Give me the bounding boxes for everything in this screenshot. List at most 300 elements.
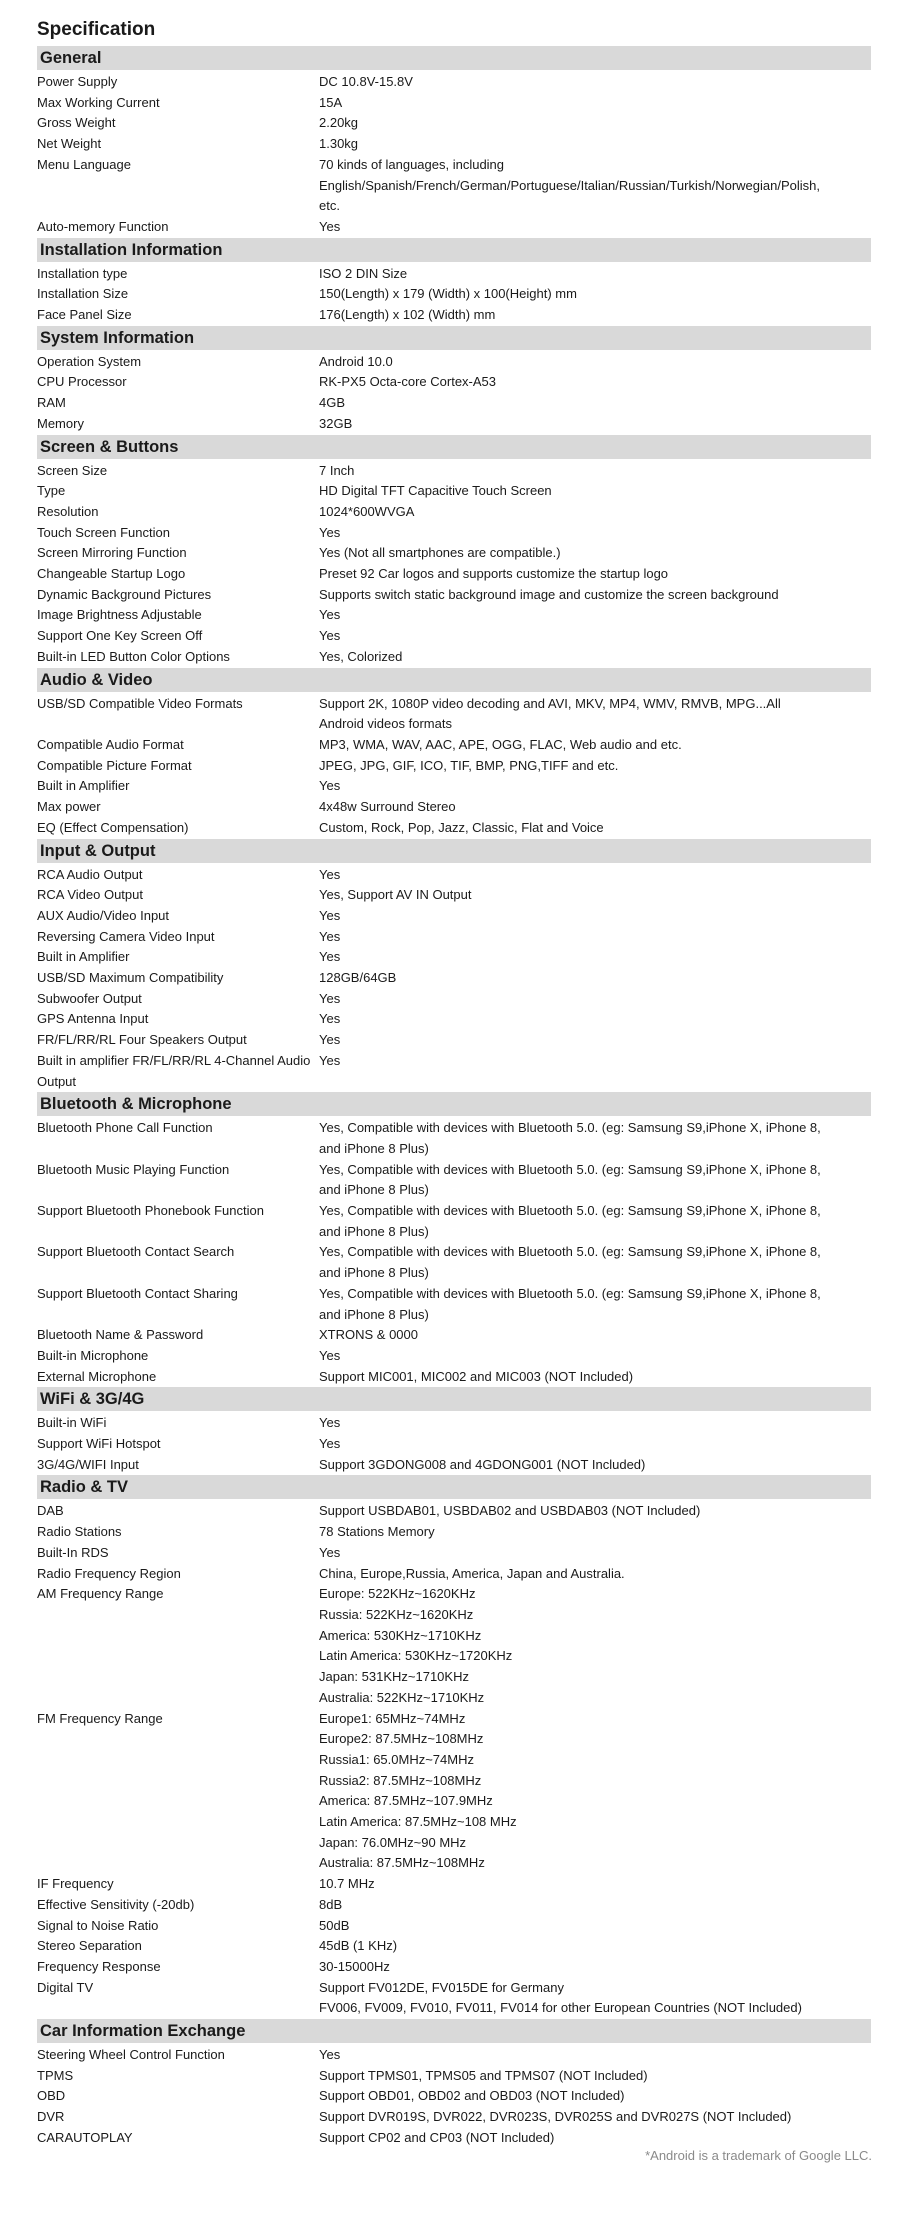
spec-label: Built in Amplifier xyxy=(37,778,130,794)
spec-section xyxy=(37,435,871,668)
spec-label: Type xyxy=(37,483,66,499)
spec-label: Built-in WiFi xyxy=(37,1415,107,1431)
spec-label: Built in Amplifier xyxy=(37,949,130,965)
spec-value xyxy=(319,264,871,285)
spec-value-line: Yes xyxy=(319,524,341,540)
spec-label: Support Bluetooth Contact Search xyxy=(37,1244,235,1260)
spec-section xyxy=(37,1387,871,1475)
spec-label: Built in amplifier FR/FL/RR/RL 4-Channel Audio Output xyxy=(37,1052,311,1089)
spec-label: Power Supply xyxy=(37,74,118,89)
spec-value xyxy=(319,1874,871,1895)
spec-value xyxy=(319,1118,871,1159)
spec-value-line: Support 3GDONG008 and 4GDONG001 (NOT Included) xyxy=(319,1456,646,1472)
spec-label: Steering Wheel Control Function xyxy=(37,2047,225,2063)
spec-row xyxy=(37,372,871,393)
spec-row xyxy=(37,1455,871,1476)
spec-label: Built-in Microphone xyxy=(37,1347,149,1363)
spec-row xyxy=(37,284,871,305)
spec-row xyxy=(37,414,871,435)
spec-value xyxy=(319,1346,871,1367)
spec-value-line: 30-15000Hz xyxy=(319,1958,390,1974)
spec-row xyxy=(37,647,871,668)
spec-value-line: Support USBDAB01, USBDAB02 and USBDAB03 (NOT Included) xyxy=(319,1503,701,1519)
spec-value xyxy=(319,1584,871,1708)
spec-value xyxy=(319,735,871,756)
spec-label: Compatible Audio Format xyxy=(37,736,184,752)
spec-row xyxy=(37,502,871,523)
spec-value xyxy=(319,1522,871,1543)
section-heading: Input & Output xyxy=(37,839,871,863)
spec-value xyxy=(319,1709,871,1875)
spec-row xyxy=(37,543,871,564)
spec-row xyxy=(37,2086,871,2107)
spec-value xyxy=(319,284,871,305)
spec-row xyxy=(37,947,871,968)
spec-value-line: Yes xyxy=(319,1011,341,1027)
spec-value-line: FV006, FV009, FV010, FV011, FV014 for other European Countries (NOT Included) xyxy=(319,2000,802,2016)
spec-row xyxy=(37,155,871,217)
spec-value xyxy=(319,1367,871,1388)
spec-row xyxy=(37,1916,871,1937)
spec-value-line: 70 kinds of languages, including xyxy=(319,156,505,172)
spec-row xyxy=(37,1030,871,1051)
spec-value-line: 150(Length) x 179 (Width) x 100(Height) mm xyxy=(319,286,577,302)
spec-rows xyxy=(37,1411,871,1475)
spec-value xyxy=(319,906,871,927)
spec-value xyxy=(319,2045,871,2066)
spec-value-line: Japan: 76.0MHz~90 MHz xyxy=(319,1834,467,1850)
spec-row xyxy=(37,1346,871,1367)
spec-value xyxy=(319,564,871,585)
spec-label: Built-in LED Button Color Options xyxy=(37,648,230,664)
spec-value-line: Yes xyxy=(319,990,341,1006)
spec-row xyxy=(37,134,871,155)
spec-value-line: Support TPMS01, TPMS05 and TPMS07 (NOT Included) xyxy=(319,2067,648,2083)
spec-value-line: Europe2: 87.5MHz~108MHz xyxy=(319,1731,484,1747)
spec-row xyxy=(37,1936,871,1957)
spec-value-line: Yes xyxy=(319,949,341,965)
spec-label: Face Panel Size xyxy=(37,307,132,323)
spec-row xyxy=(37,1978,871,2019)
spec-value-line: Support DVR019S, DVR022, DVR023S, DVR025S and DVR027S (NOT Included) xyxy=(319,2109,792,2125)
spec-rows xyxy=(37,459,871,668)
spec-value-line: RK-PX5 Octa-core Cortex-A53 xyxy=(319,374,497,390)
spec-rows xyxy=(37,262,871,326)
spec-row xyxy=(37,564,871,585)
spec-label: RCA Video Output xyxy=(37,887,143,903)
spec-label: Max Working Current xyxy=(37,94,160,110)
spec-value-line: Support CP02 and CP03 (NOT Included) xyxy=(319,2129,555,2145)
spec-row xyxy=(37,1009,871,1030)
spec-value-line: and iPhone 8 Plus) xyxy=(319,1140,429,1156)
spec-label: CPU Processor xyxy=(37,374,127,390)
spec-label: Support WiFi Hotspot xyxy=(37,1436,161,1452)
spec-value xyxy=(319,2086,871,2107)
spec-row xyxy=(37,605,871,626)
spec-row xyxy=(37,264,871,285)
spec-row xyxy=(37,776,871,797)
spec-value-line: and iPhone 8 Plus) xyxy=(319,1265,429,1281)
section-heading: Bluetooth & Microphone xyxy=(37,1092,871,1116)
spec-value-line: 4x48w Surround Stereo xyxy=(319,799,456,815)
spec-value-line: Australia: 522KHz~1710KHz xyxy=(319,1689,485,1705)
spec-label: Frequency Response xyxy=(37,1958,161,1974)
spec-label: Stereo Separation xyxy=(37,1938,142,1954)
spec-value-line: English/Spanish/French/German/Portuguese/Italian/Russian/Turkish/Norwegian/Polish, xyxy=(319,177,820,193)
spec-label: Auto-memory Function xyxy=(37,218,169,234)
spec-value-line: Supports switch static background image and customize the screen background xyxy=(319,586,779,602)
spec-row xyxy=(37,2066,871,2087)
spec-value-line: Yes xyxy=(319,1032,341,1048)
spec-row xyxy=(37,481,871,502)
spec-value xyxy=(319,481,871,502)
spec-row xyxy=(37,1543,871,1564)
spec-value-line: Yes xyxy=(319,1544,341,1560)
spec-label: Menu Language xyxy=(37,156,131,172)
spec-value xyxy=(319,1242,871,1283)
spec-row xyxy=(37,1584,871,1708)
spec-label: External Microphone xyxy=(37,1368,157,1384)
spec-value xyxy=(319,305,871,326)
spec-value xyxy=(319,776,871,797)
spec-label: Screen Size xyxy=(37,462,108,478)
spec-label: USB/SD Maximum Compatibility xyxy=(37,970,224,986)
spec-row xyxy=(37,585,871,606)
spec-value-line: Yes, Compatible with devices with Bluetooth 5.0. (eg: Samsung S9,iPhone X, iPhone 8, xyxy=(319,1285,821,1301)
spec-label: Dynamic Background Pictures xyxy=(37,586,212,602)
spec-value-line: Yes, Compatible with devices with Bluetooth 5.0. (eg: Samsung S9,iPhone X, iPhone 8, xyxy=(319,1203,821,1219)
spec-value-line: and iPhone 8 Plus) xyxy=(319,1223,429,1239)
spec-label: Memory xyxy=(37,415,84,431)
spec-value xyxy=(319,393,871,414)
spec-label: Effective Sensitivity (-20db) xyxy=(37,1896,195,1912)
spec-value xyxy=(319,1434,871,1455)
spec-value xyxy=(319,93,871,114)
spec-value xyxy=(319,1936,871,1957)
spec-row xyxy=(37,1522,871,1543)
spec-label: Resolution xyxy=(37,503,99,519)
spec-value-line: 45dB (1 KHz) xyxy=(319,1938,398,1954)
spec-row xyxy=(37,1709,871,1875)
section-heading: Radio & TV xyxy=(37,1475,871,1499)
spec-value-line: and iPhone 8 Plus) xyxy=(319,1306,429,1322)
spec-value xyxy=(319,1201,871,1242)
spec-value xyxy=(319,927,871,948)
spec-label: Screen Mirroring Function xyxy=(37,545,187,561)
spec-row xyxy=(37,989,871,1010)
spec-row xyxy=(37,818,871,839)
spec-row xyxy=(37,885,871,906)
spec-label: USB/SD Compatible Video Formats xyxy=(37,695,243,711)
spec-row xyxy=(37,626,871,647)
spec-value xyxy=(319,1455,871,1476)
spec-value xyxy=(319,1501,871,1522)
spec-label: Subwoofer Output xyxy=(37,990,142,1006)
spec-value xyxy=(319,372,871,393)
spec-value xyxy=(319,1009,871,1030)
spec-sections xyxy=(37,46,871,2149)
spec-value xyxy=(319,947,871,968)
spec-row xyxy=(37,1242,871,1283)
spec-value-line: Yes, Compatible with devices with Bluetooth 5.0. (eg: Samsung S9,iPhone X, iPhone 8, xyxy=(319,1244,821,1260)
spec-value-line: Preset 92 Car logos and supports customize the startup logo xyxy=(319,566,669,582)
spec-value xyxy=(319,1325,871,1346)
spec-value xyxy=(319,523,871,544)
spec-value xyxy=(319,694,871,735)
spec-value-line: Yes xyxy=(319,928,341,944)
spec-label: CARAUTOPLAY xyxy=(37,2129,133,2145)
spec-value-line: ISO 2 DIN Size xyxy=(319,265,408,281)
spec-value xyxy=(319,1916,871,1937)
spec-row xyxy=(37,1434,871,1455)
spec-value xyxy=(319,865,871,886)
spec-sheet xyxy=(37,14,871,2149)
spec-row xyxy=(37,797,871,818)
spec-row xyxy=(37,1501,871,1522)
section-heading: Installation Information xyxy=(37,238,871,262)
spec-value-line: DC 10.8V-15.8V xyxy=(319,74,413,89)
spec-label: AUX Audio/Video Input xyxy=(37,907,170,923)
spec-label: OBD xyxy=(37,2088,66,2104)
spec-row xyxy=(37,1957,871,1978)
spec-label: Installation type xyxy=(37,265,128,281)
spec-label: Built-In RDS xyxy=(37,1544,109,1560)
spec-rows xyxy=(37,692,871,839)
spec-value xyxy=(319,756,871,777)
spec-value-line: Europe1: 65MHz~74MHz xyxy=(319,1710,466,1726)
spec-value xyxy=(319,113,871,134)
spec-value xyxy=(319,414,871,435)
spec-value-line: Yes xyxy=(319,1436,341,1452)
spec-label: GPS Antenna Input xyxy=(37,1011,149,1027)
spec-row xyxy=(37,461,871,482)
spec-label: Installation Size xyxy=(37,286,129,302)
spec-value-line: etc. xyxy=(319,198,340,214)
spec-row xyxy=(37,735,871,756)
spec-rows xyxy=(37,2043,871,2149)
spec-row xyxy=(37,217,871,238)
spec-value-line: 1024*600WVGA xyxy=(319,503,415,519)
spec-row xyxy=(37,305,871,326)
spec-value-line: Australia: 87.5MHz~108MHz xyxy=(319,1855,485,1871)
spec-value-line: America: 530KHz~1710KHz xyxy=(319,1627,482,1643)
spec-label: FR/FL/RR/RL Four Speakers Output xyxy=(37,1032,247,1048)
spec-row xyxy=(37,2045,871,2066)
spec-value-line: Yes, Colorized xyxy=(319,648,403,664)
spec-label: Gross Weight xyxy=(37,115,116,131)
spec-value-line: Custom, Rock, Pop, Jazz, Classic, Flat and Voice xyxy=(319,819,604,835)
spec-value xyxy=(319,1564,871,1585)
spec-value-line: 128GB/64GB xyxy=(319,970,397,986)
spec-value-line: 2.20kg xyxy=(319,115,359,131)
spec-value xyxy=(319,1160,871,1201)
spec-section xyxy=(37,2019,871,2149)
spec-value-line: Europe: 522KHz~1620KHz xyxy=(319,1586,476,1602)
spec-section xyxy=(37,839,871,1093)
spec-value xyxy=(319,797,871,818)
spec-label: RAM xyxy=(37,395,66,411)
spec-row xyxy=(37,1160,871,1201)
spec-value-line: Yes xyxy=(319,778,341,794)
spec-value-line: JPEG, JPG, GIF, ICO, TIF, BMP, PNG,TIFF and etc. xyxy=(319,757,619,773)
spec-section xyxy=(37,238,871,326)
spec-value-line: HD Digital TFT Capacitive Touch Screen xyxy=(319,483,552,499)
spec-value xyxy=(319,543,871,564)
spec-value xyxy=(319,352,871,373)
spec-rows xyxy=(37,1499,871,2019)
spec-label: Radio Stations xyxy=(37,1524,122,1540)
spec-label: Changeable Startup Logo xyxy=(37,566,186,582)
spec-row xyxy=(37,1874,871,1895)
spec-value-line: 1.30kg xyxy=(319,136,359,152)
spec-value xyxy=(319,1051,871,1092)
spec-row xyxy=(37,352,871,373)
spec-row xyxy=(37,1895,871,1916)
spec-row xyxy=(37,523,871,544)
spec-label: Support Bluetooth Phonebook Function xyxy=(37,1203,264,1219)
spec-row xyxy=(37,1284,871,1325)
spec-row xyxy=(37,2107,871,2128)
spec-label: Operation System xyxy=(37,353,142,369)
spec-value xyxy=(319,2066,871,2087)
spec-value xyxy=(319,217,871,238)
spec-section xyxy=(37,668,871,839)
spec-value-line: Yes, Compatible with devices with Bluetooth 5.0. (eg: Samsung S9,iPhone X, iPhone 8, xyxy=(319,1120,821,1136)
spec-value-line: China, Europe,Russia, America, Japan and Australia. xyxy=(319,1565,625,1581)
spec-row xyxy=(37,2128,871,2149)
spec-label: DVR xyxy=(37,2109,65,2125)
spec-label: Compatible Picture Format xyxy=(37,757,192,773)
section-heading: System Information xyxy=(37,326,871,350)
spec-row xyxy=(37,1201,871,1242)
spec-value-line: Yes xyxy=(319,628,341,644)
spec-section xyxy=(37,46,871,238)
spec-value-line: Android 10.0 xyxy=(319,353,393,369)
spec-value xyxy=(319,1030,871,1051)
spec-value-line: 15A xyxy=(319,94,343,110)
spec-value xyxy=(319,461,871,482)
spec-value xyxy=(319,989,871,1010)
spec-value-line: Russia2: 87.5MHz~108MHz xyxy=(319,1772,482,1788)
spec-value xyxy=(319,2128,871,2149)
spec-rows xyxy=(37,863,871,1093)
spec-label: EQ (Effect Compensation) xyxy=(37,819,189,835)
spec-label: Touch Screen Function xyxy=(37,524,170,540)
spec-value xyxy=(319,626,871,647)
spec-value-line: 4GB xyxy=(319,395,346,411)
spec-row xyxy=(37,865,871,886)
spec-label: Radio Frequency Region xyxy=(37,1565,181,1581)
spec-label: DAB xyxy=(37,1503,64,1519)
spec-label: Reversing Camera Video Input xyxy=(37,928,215,944)
spec-value xyxy=(319,968,871,989)
spec-value xyxy=(319,1413,871,1434)
spec-value xyxy=(319,155,871,217)
spec-row xyxy=(37,113,871,134)
spec-label: Support Bluetooth Contact Sharing xyxy=(37,1285,238,1301)
spec-row xyxy=(37,756,871,777)
spec-rows xyxy=(37,1116,871,1387)
spec-value-line: MP3, WMA, WAV, AAC, APE, OGG, FLAC, Web audio and etc. xyxy=(319,736,682,752)
spec-value xyxy=(319,134,871,155)
spec-value xyxy=(319,585,871,606)
spec-value-line: 7 Inch xyxy=(319,462,355,478)
section-heading: General xyxy=(37,46,871,70)
spec-row xyxy=(37,1051,871,1092)
section-heading: Audio & Video xyxy=(37,668,871,692)
spec-rows xyxy=(37,70,871,238)
spec-row xyxy=(37,72,871,93)
spec-value xyxy=(319,1543,871,1564)
spec-value-line: and iPhone 8 Plus) xyxy=(319,1182,429,1198)
spec-value-line: Yes, Compatible with devices with Bluetooth 5.0. (eg: Samsung S9,iPhone X, iPhone 8, xyxy=(319,1161,821,1177)
spec-value-line: Support 2K, 1080P video decoding and AVI, MKV, MP4, WMV, RMVB, MPG...All xyxy=(319,695,781,711)
spec-value-line: XTRONS & 0000 xyxy=(319,1327,418,1343)
spec-value xyxy=(319,1957,871,1978)
spec-value-line: Russia1: 65.0MHz~74MHz xyxy=(319,1751,474,1767)
spec-label: TPMS xyxy=(37,2067,74,2083)
spec-label: AM Frequency Range xyxy=(37,1586,164,1602)
spec-value-line: Japan: 531KHz~1710KHz xyxy=(319,1669,469,1685)
spec-label: Net Weight xyxy=(37,136,102,152)
spec-value-line: 78 Stations Memory xyxy=(319,1524,435,1540)
spec-value xyxy=(319,605,871,626)
spec-row xyxy=(37,927,871,948)
spec-section xyxy=(37,1092,871,1387)
spec-value xyxy=(319,1895,871,1916)
spec-value xyxy=(319,2107,871,2128)
spec-row xyxy=(37,93,871,114)
spec-row xyxy=(37,1564,871,1585)
spec-value-line: 176(Length) x 102 (Width) mm xyxy=(319,307,496,323)
section-heading: WiFi & 3G/4G xyxy=(37,1387,871,1411)
section-heading: Car Information Exchange xyxy=(37,2019,871,2043)
spec-value xyxy=(319,647,871,668)
spec-value-line: Yes xyxy=(319,607,341,623)
spec-label: Bluetooth Music Playing Function xyxy=(37,1161,230,1177)
page-title: Specification xyxy=(37,19,156,40)
spec-row xyxy=(37,1413,871,1434)
spec-value xyxy=(319,72,871,93)
spec-value-line: Yes xyxy=(319,866,341,882)
spec-label: Bluetooth Name & Password xyxy=(37,1327,204,1343)
section-heading: Screen & Buttons xyxy=(37,435,871,459)
spec-value-line: Yes xyxy=(319,2047,341,2063)
spec-section xyxy=(37,326,871,435)
spec-label: RCA Audio Output xyxy=(37,866,143,882)
spec-value xyxy=(319,885,871,906)
spec-value-line: Latin America: 87.5MHz~108 MHz xyxy=(319,1814,517,1830)
spec-row xyxy=(37,1118,871,1159)
spec-rows xyxy=(37,350,871,435)
spec-label: Support One Key Screen Off xyxy=(37,628,203,644)
spec-row xyxy=(37,968,871,989)
spec-row xyxy=(37,694,871,735)
spec-value xyxy=(319,502,871,523)
spec-value-line: 50dB xyxy=(319,1917,350,1933)
spec-value-line: 10.7 MHz xyxy=(319,1876,375,1892)
spec-value-line: Yes, Support AV IN Output xyxy=(319,887,472,903)
spec-row xyxy=(37,1325,871,1346)
spec-value xyxy=(319,1978,871,2019)
spec-value-line: Yes xyxy=(319,1052,341,1068)
spec-value xyxy=(319,1284,871,1325)
spec-value-line: Yes xyxy=(319,1415,341,1431)
spec-label: Digital TV xyxy=(37,1979,94,1995)
spec-value-line: Support FV012DE, FV015DE for Germany xyxy=(319,1979,564,1995)
spec-label: IF Frequency xyxy=(37,1876,114,1892)
spec-label: Image Brightness Adjustable xyxy=(37,607,202,623)
